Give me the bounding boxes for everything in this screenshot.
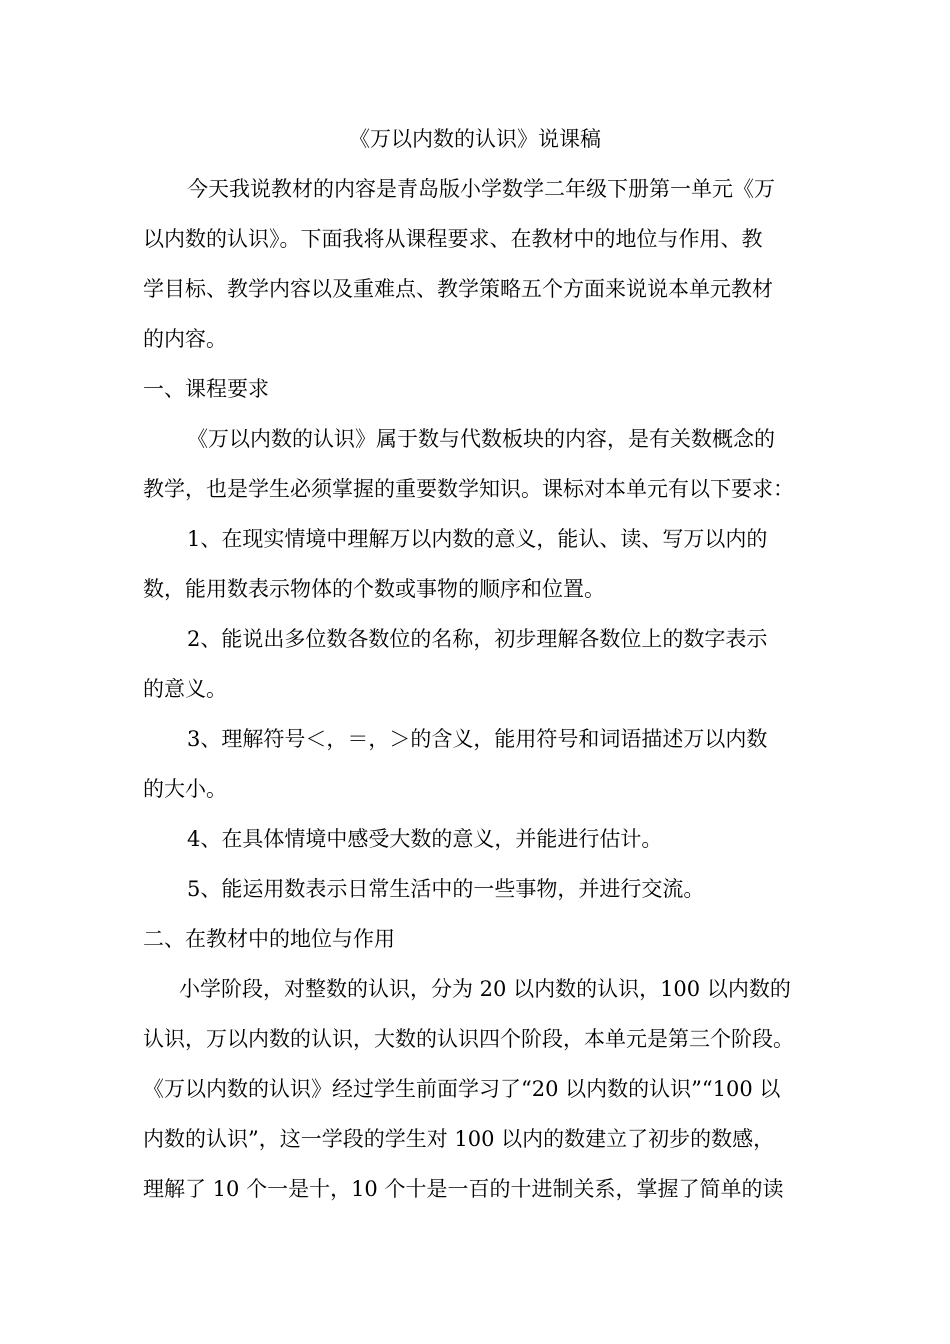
requirement-item-5 xyxy=(143,864,807,914)
text-line: 《万以内数的认识》属于数与代数板块的内容，是有关数概念的 xyxy=(187,427,775,451)
text-line: 认识，万以内数的认识，大数的认识四个阶段，本单元是第三个阶段。 xyxy=(143,1027,794,1051)
role-paragraph xyxy=(143,964,807,1214)
curriculum-paragraph xyxy=(143,414,807,514)
text-line: 《万以内数的认识》经过学生前面学习了“20 以内数的认识”“100 以 xyxy=(143,1077,781,1101)
section-heading-curriculum: 一、课程要求 xyxy=(143,377,269,401)
text-line: 5、能运用数表示日常生活中的一些事物，并进行交流。 xyxy=(187,877,705,901)
intro-paragraph xyxy=(143,164,807,364)
section-heading-role: 二、在教材中的地位与作用 xyxy=(143,927,395,951)
page-title: 《万以内数的认识》说课稿 xyxy=(349,127,601,151)
text-line: 以内数的认识》。下面我将从课程要求、在教材中的地位与作用、教 xyxy=(143,227,763,251)
document-body xyxy=(143,114,807,1214)
text-line: 小学阶段，对整数的认识，分为 20 以内数的认识，100 以内数的 xyxy=(179,977,791,1001)
requirement-item-1 xyxy=(143,514,807,614)
text-line: 的大小。 xyxy=(143,777,227,801)
text-line: 今天我说教材的内容是青岛版小学数学二年级下册第一单元《万 xyxy=(187,177,775,201)
text-line: 教学，也是学生必须掌握的重要数学知识。课标对本单元有以下要求： xyxy=(143,477,794,501)
text-line: 的内容。 xyxy=(143,327,227,351)
text-line: 4、在具体情境中感受大数的意义，并能进行估计。 xyxy=(187,827,663,851)
requirement-item-4 xyxy=(143,814,807,864)
text-line: 的意义。 xyxy=(143,677,227,701)
text-line: 2、能说出多位数各数位的名称，初步理解各数位上的数字表示 xyxy=(187,627,768,651)
text-line: 理解了 10 个一是十，10 个十是一百的十进制关系，掌握了简单的读 xyxy=(143,1177,784,1201)
requirement-item-2 xyxy=(143,614,807,714)
text-line: 3、理解符号＜，＝，＞的含义，能用符号和词语描述万以内数 xyxy=(187,727,768,751)
text-line: 内数的认识”，这一学段的学生对 100 以内的数建立了初步的数感， xyxy=(143,1127,775,1151)
text-line: 学目标、教学内容以及重难点、教学策略五个方面来说说本单元教材 xyxy=(143,277,773,301)
requirement-item-3 xyxy=(143,714,807,814)
text-line: 数，能用数表示物体的个数或事物的顺序和位置。 xyxy=(143,577,605,601)
text-line: 1、在现实情境中理解万以内数的意义，能认、读、写万以内的 xyxy=(187,527,768,551)
